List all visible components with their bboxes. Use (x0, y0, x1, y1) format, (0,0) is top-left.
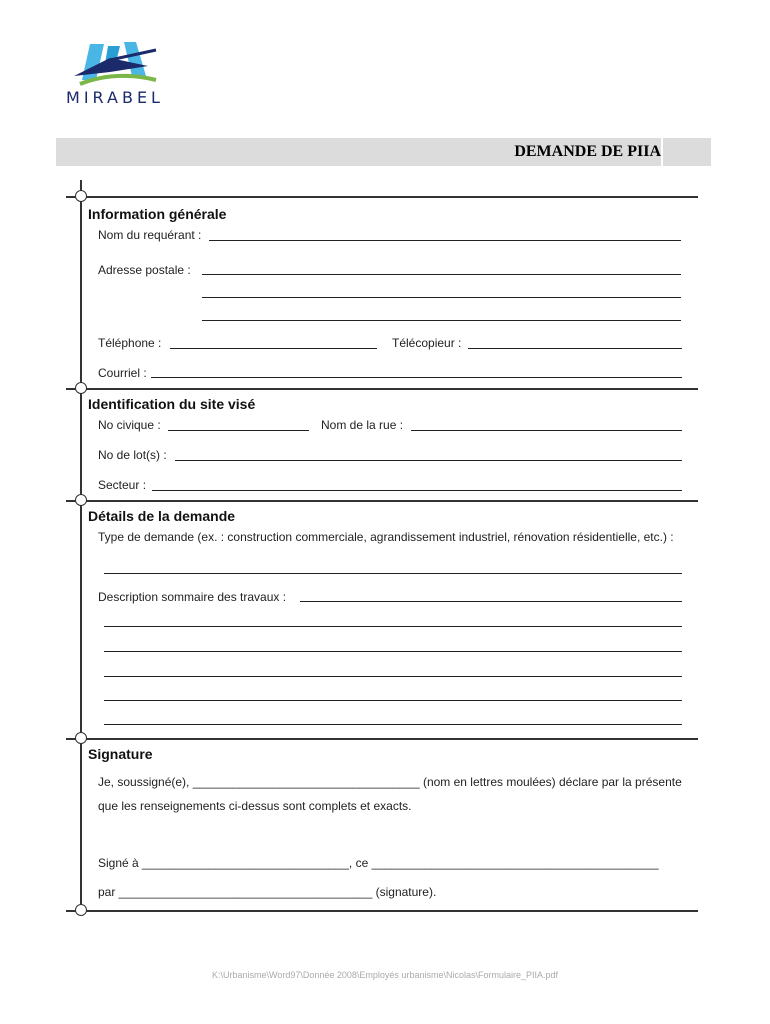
title-bar (56, 138, 711, 166)
form-frame-vertical (80, 180, 82, 915)
lots-field[interactable] (175, 460, 682, 461)
separator-circle (75, 382, 87, 394)
section-title-info: Information générale (88, 206, 227, 222)
description-field-3[interactable] (104, 651, 682, 652)
fax-field[interactable] (468, 348, 682, 349)
email-field[interactable] (151, 377, 682, 378)
description-field-1[interactable] (300, 601, 682, 602)
email-label: Courriel : (98, 366, 147, 380)
declaration-line-1: Je, soussigné(e), __________________________________ (nom en lettres moulées) déclare par la présente (98, 775, 682, 789)
section-separator-end (86, 910, 698, 912)
section-separator-site (86, 388, 698, 390)
separator-circle (75, 494, 87, 506)
footer-file-path: K:\Urbanisme\Word97\Donnée 2008\Employés urbanisme\Nicolas\Formulaire_PIIA.pdf (212, 970, 558, 980)
section-separator-signature (86, 738, 698, 740)
description-field-6[interactable] (104, 724, 682, 725)
requester-label: Nom du requérant : (98, 228, 202, 242)
section-separator-info (86, 196, 698, 198)
section-separator-details (86, 500, 698, 502)
section-title-site: Identification du site visé (88, 396, 256, 412)
civic-label: No civique : (98, 418, 161, 432)
request-type-field[interactable] (104, 573, 682, 574)
address-field-2[interactable] (202, 297, 681, 298)
address-label: Adresse postale : (98, 263, 191, 277)
section-title-signature: Signature (88, 746, 153, 762)
signature-line[interactable]: par ______________________________________ (signature). (98, 885, 437, 899)
description-field-5[interactable] (104, 700, 682, 701)
street-label: Nom de la rue : (321, 418, 404, 432)
mirabel-logo-icon (70, 36, 160, 88)
phone-field[interactable] (170, 348, 377, 349)
civic-field[interactable] (168, 430, 309, 431)
fax-label: Télécopieur : (392, 336, 462, 350)
separator-circle (75, 732, 87, 744)
logo-wordmark: MIRABEL (66, 88, 164, 107)
lots-label: No de lot(s) : (98, 448, 167, 462)
requester-field[interactable] (209, 240, 681, 241)
sector-field[interactable] (152, 490, 682, 491)
street-field[interactable] (411, 430, 682, 431)
description-label: Description sommaire des travaux : (98, 590, 287, 604)
sector-label: Secteur : (98, 478, 147, 492)
description-field-2[interactable] (104, 626, 682, 627)
address-field-3[interactable] (202, 320, 681, 321)
description-field-4[interactable] (104, 676, 682, 677)
mirabel-logo (60, 36, 170, 114)
address-field-1[interactable] (202, 274, 681, 275)
declaration-line-2: que les renseignements ci-dessus sont complets et exacts. (98, 799, 412, 813)
signed-at-line[interactable]: Signé à _______________________________, ce ___________________________________________ (98, 856, 659, 870)
separator-circle (75, 190, 87, 202)
phone-label: Téléphone : (98, 336, 162, 350)
separator-circle (75, 904, 87, 916)
page-title: DEMANDE DE PIIA (514, 143, 661, 160)
request-type-label: Type de demande (ex. : construction commerciale, agrandissement industriel, rénovation résidentielle, etc.) : (98, 530, 674, 544)
title-bar-divider (661, 138, 663, 166)
section-title-details: Détails de la demande (88, 508, 236, 524)
